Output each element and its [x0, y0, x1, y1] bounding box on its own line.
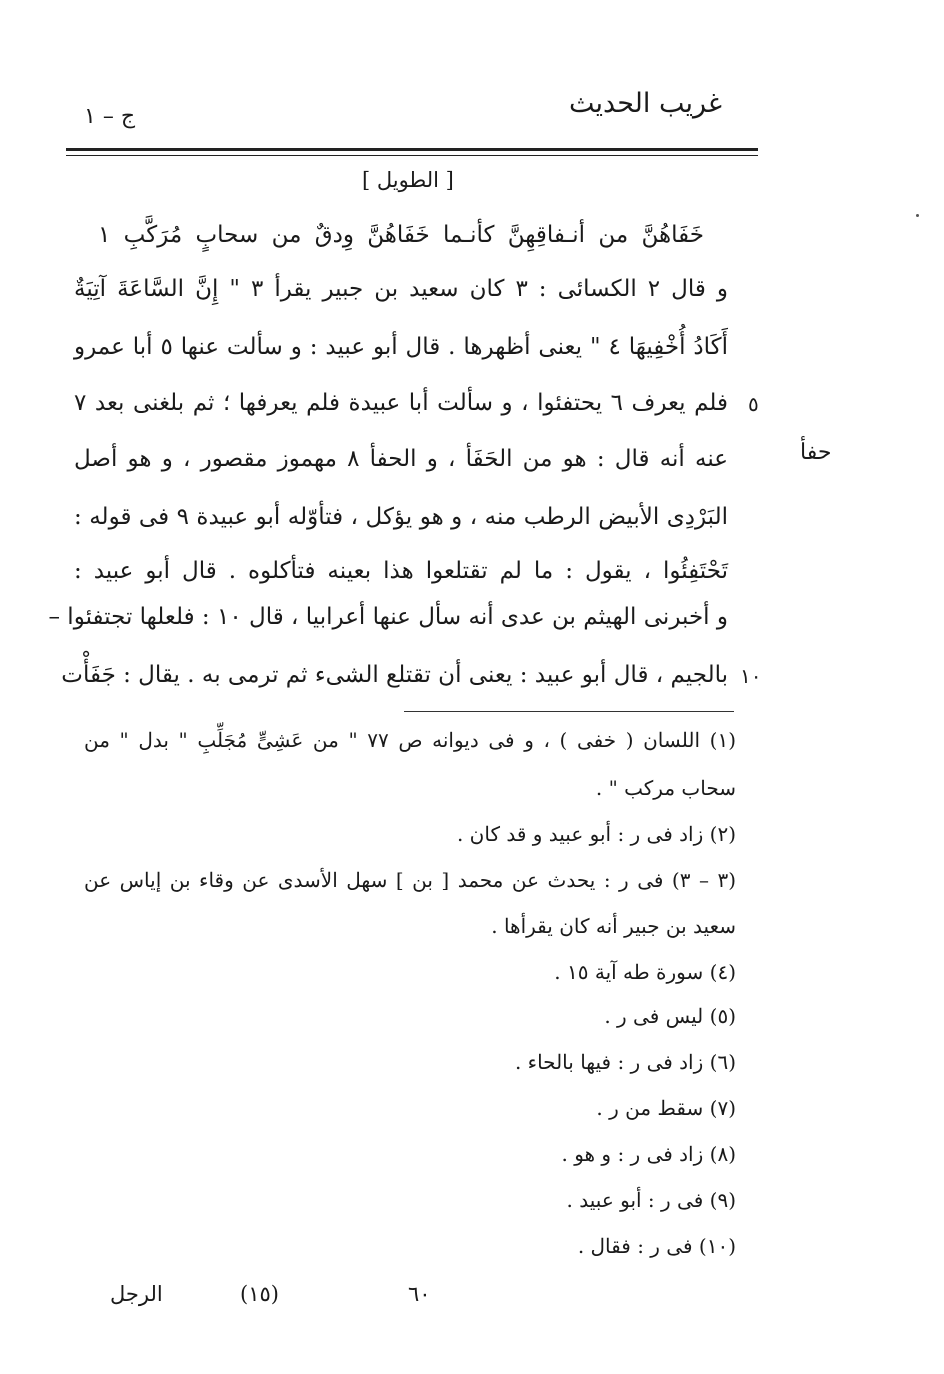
text-line: و قال ٢ الكسائى : ٣ كان سعيد بن جبير يقرأ ٣ " إِنَّ السَّاعَةَ آتِيَةٌ [74, 276, 728, 302]
text-line: بالجيم ، قال أبو عبيد : يعنى أن تقتلع الشىء ثم ترمى به . يقال : جَفَأْت [61, 662, 728, 688]
text-line: تَحْتَفِئُوا ، يقول : ما لم تقتلعوا هذا بعينه فتأكلوه . قال أبو عبيد : [74, 558, 729, 584]
footnote: (٨) زاد فى ر : و هو . [561, 1142, 736, 1166]
stray-mark [916, 214, 919, 217]
text-line: أَكَادُ أُخْفِيهَا ٤ " يعنى أظهرها . قال أبو عبيد : و سألت عنها ٥ أبا عمرو [74, 334, 729, 360]
text-line: فلم يعرف ٦ يحتفئوا ، و سألت أبا عبيدة فلم يعرفها ؛ ثم بلغنى بعد ٧ [74, 390, 728, 416]
footnote-rule [404, 711, 734, 712]
footnote: (١) اللسان ( خفى ) ، و فى ديوانه ص ٧٧ " من عَشِىٍّ مُجَلِّبِ " بدل " من [84, 728, 736, 752]
verse-line: خَفَاهُنَّ من أنـفاقِهِنَّ كأنـما خَفَاهُنَّ وِدقٌ من سحابٍ مُرَكَّبِ ١ [97, 222, 704, 248]
header-rule [66, 148, 758, 151]
footnote: (٧) سقط من ر . [596, 1096, 736, 1120]
line-number-5: ٥ [748, 392, 759, 416]
footnote: (٦) زاد فى ر : فيها بالحاء . [514, 1050, 736, 1074]
footnote: (٣ – ٣) فى ر : يحدث عن محمد [ بن ] سهل الأسدى عن وقاء بن إياس عن [84, 868, 737, 892]
footer-chapter: الرجل [110, 1282, 163, 1306]
footnote: (٤) سورة طه آية ١٥ . [554, 960, 736, 984]
page-number: ٦٠ [408, 1282, 431, 1306]
footnote-continuation: سحاب مركب " . [595, 776, 736, 800]
footnote: (٢) زاد فى ر : أبو عبيد و قد كان . [456, 822, 736, 846]
text-line: عنه أنه قال : هو من الحَفَأ ، و الحفأ ٨ مهموز مقصور ، و هو أصل [74, 446, 728, 472]
header-rule-thin [66, 155, 758, 156]
margin-keyword: حفأ [800, 440, 832, 465]
text-line: و أخبرنى الهيثم بن عدى أنه سأل عنها أعرابيا ، قال ١٠ : فلعلها تجتفئوا – [48, 604, 728, 630]
footnote: (١٠) فى ر : فقال . [577, 1234, 736, 1258]
footer-section: (١٥) [240, 1282, 279, 1306]
footnote: (٥) ليس فى ر . [604, 1004, 736, 1028]
text-line: البَرْدِى الأبيض الرطب منه ، و هو يؤكل ، فتأوّله أبو عبيدة ٩ فى قوله : [74, 504, 728, 530]
volume-label: ج – ١ [84, 104, 136, 129]
footnote: (٩) فى ر : أبو عبيد . [566, 1188, 736, 1212]
footnote-continuation: سعيد بن جبير أنه كان يقرأها . [491, 914, 736, 938]
meter-label: [ الطويل ] [362, 168, 454, 192]
running-title: غريب الحديث [569, 88, 722, 119]
line-number-10: ١٠ [740, 664, 762, 688]
